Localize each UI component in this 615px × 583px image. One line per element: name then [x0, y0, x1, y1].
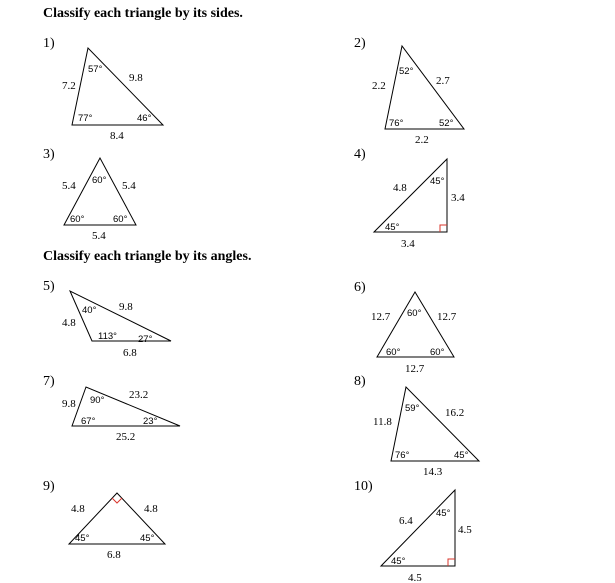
angle-label: 76° — [389, 118, 404, 129]
angle-label: 27° — [138, 334, 153, 345]
side-label: 4.8 — [71, 503, 85, 515]
side-label: 25.2 — [116, 431, 136, 443]
side-label: 5.4 — [62, 180, 76, 192]
angle-label: 60° — [70, 214, 85, 225]
side-label: 9.8 — [119, 301, 133, 313]
angle-label: 67° — [81, 416, 96, 427]
section-heading-sides: Classify each triangle by its sides. — [43, 6, 243, 21]
angle-label: 46° — [137, 113, 152, 124]
angle-label: 45° — [385, 222, 400, 233]
side-label: 6.8 — [107, 549, 121, 561]
angle-label: 60° — [407, 308, 422, 319]
side-label: 3.4 — [401, 238, 415, 250]
angle-label: 45° — [430, 176, 445, 187]
angle-label: 57° — [88, 64, 103, 75]
angle-label: 59° — [405, 403, 420, 414]
side-label: 23.2 — [129, 389, 149, 401]
side-label: 9.8 — [62, 398, 76, 410]
angle-label: 52° — [439, 118, 454, 129]
angle-label: 60° — [430, 347, 445, 358]
angle-label: 90° — [90, 395, 105, 406]
problem-number: 7) — [43, 374, 55, 389]
triangle-outline — [381, 490, 455, 566]
side-label: 4.8 — [144, 503, 158, 515]
side-label: 2.7 — [436, 75, 450, 87]
angle-label: 45° — [454, 450, 469, 461]
angle-label: 60° — [92, 175, 107, 186]
side-label: 9.8 — [129, 72, 143, 84]
side-label: 16.2 — [445, 407, 465, 419]
side-label: 12.7 — [405, 363, 425, 375]
angle-label: 40° — [82, 305, 97, 316]
side-label: 12.7 — [437, 311, 457, 323]
side-label: 4.8 — [62, 317, 76, 329]
side-label: 3.4 — [451, 192, 465, 204]
angle-label: 45° — [75, 533, 90, 544]
right-angle-marker — [448, 559, 455, 566]
side-label: 8.4 — [110, 130, 124, 142]
problem-number: 4) — [354, 147, 366, 162]
problem-number: 5) — [43, 279, 55, 294]
problem-number: 9) — [43, 479, 55, 494]
angle-label: 45° — [436, 508, 451, 519]
angle-label: 77° — [78, 113, 93, 124]
angle-label: 23° — [143, 416, 158, 427]
side-label: 4.5 — [408, 572, 422, 583]
problem-number: 10) — [354, 479, 373, 494]
angle-label: 52° — [399, 66, 414, 77]
side-label: 11.8 — [373, 416, 392, 428]
side-label: 12.7 — [371, 311, 391, 323]
side-label: 5.4 — [122, 180, 136, 192]
angle-label: 113° — [98, 331, 117, 342]
problem-number: 1) — [43, 36, 55, 51]
problem-number: 8) — [354, 374, 366, 389]
section-heading-angles: Classify each triangle by its angles. — [43, 249, 252, 264]
side-label: 14.3 — [423, 466, 443, 478]
problem-number: 3) — [43, 147, 55, 162]
side-label: 2.2 — [415, 134, 429, 146]
angle-label: 45° — [140, 533, 155, 544]
side-label: 4.8 — [393, 182, 407, 194]
problem-number: 6) — [354, 280, 366, 295]
side-label: 6.8 — [123, 347, 137, 359]
problem-number: 2) — [354, 36, 366, 51]
side-label: 6.4 — [399, 515, 413, 527]
side-label: 2.2 — [372, 80, 386, 92]
side-label: 5.4 — [92, 230, 106, 242]
side-label: 4.5 — [458, 524, 472, 536]
angle-label: 60° — [386, 347, 401, 358]
side-label: 7.2 — [62, 80, 76, 92]
angle-label: 76° — [395, 450, 410, 461]
angle-label: 60° — [113, 214, 128, 225]
angle-label: 45° — [391, 556, 406, 567]
